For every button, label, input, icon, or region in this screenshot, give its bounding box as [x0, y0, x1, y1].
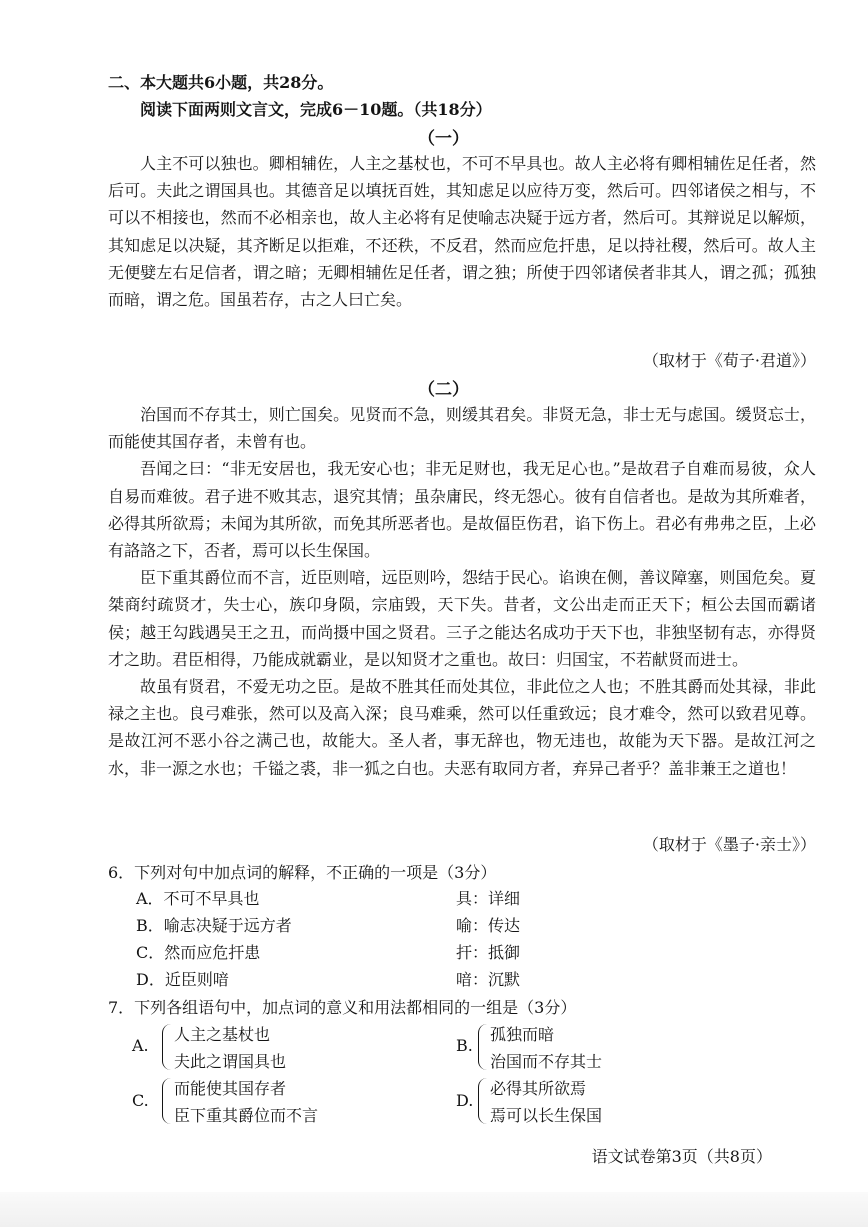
passage-1-title: （一）	[418, 129, 469, 149]
section-instruction: 阅读下面两则文言文，完成6－10题。（共18分）	[140, 100, 492, 119]
q6-option-d-meaning: 喑：沉默	[456, 970, 521, 989]
scan-edge	[0, 1192, 868, 1227]
q7-option-b-brace	[478, 1024, 487, 1070]
q7-option-d-letter: D.	[456, 1091, 474, 1110]
q7-option-b-line-2: 治国而不存其士	[490, 1052, 603, 1071]
q7-option-a-line-1: 人主之基杖也	[174, 1025, 271, 1044]
q6-option-b-meaning: 喻：传达	[456, 916, 521, 935]
passage-2-paragraph-2: 吾闻之曰：“非无安居也，我无安心也；非无足财也，我无足心也。”是故君子自难而易彼，众人自易而难彼。君子进不败其志，退究其情；虽杂庸民，终无怨心。彼有自信者也。是故为其所难者，必得其所欲焉；未闻为其所欲，而免其所恶者也。是故偪臣伤君，谄下伤上。君必有弗弗之臣，上必有詻詻之下，否者，焉可以长生保国。	[108, 459, 816, 561]
q6-option-c-meaning: 扞：抵御	[456, 943, 521, 962]
q7-option-d-line-1: 必得其所欲焉	[490, 1079, 587, 1098]
passage-2-source: （取材于《墨子·亲士》）	[642, 835, 816, 854]
question-6-stem: 6．下列对句中加点词的解释，不正确的一项是（3分）	[108, 863, 497, 882]
q7-option-a-letter: A.	[132, 1036, 149, 1055]
q6-option-c: C．然而应危扞患	[136, 943, 261, 962]
q7-option-c-brace	[162, 1078, 171, 1124]
q7-option-d-brace	[478, 1078, 487, 1124]
q7-option-a-line-2: 夫此之谓国具也	[174, 1052, 287, 1071]
passage-2-paragraph-4: 故虽有贤君，不爱无功之臣。是故不胜其任而处其位，非此位之人也；不胜其爵而处其禄，非此禄之主也。良弓难张，然可以及高入深；良马难乘，然可以任重致远；良才难令，然可以致君见尊。是故江河不恶小谷之满己也，故能大。圣人者，事无辞也，物无违也，故能为天下器。是故江河之水，非一源之水也；千镒之裘，非一狐之白也。夫恶有取同方者，弃异己者乎？盖非兼王之道也！	[108, 677, 816, 778]
q7-option-c-letter: C.	[132, 1091, 149, 1110]
passage-2-title: （二）	[418, 380, 469, 400]
q6-option-a-meaning: 具：详细	[456, 889, 521, 908]
question-7-stem: 7．下列各组语句中，加点词的意义和用法都相同的一组是（3分）	[108, 998, 577, 1017]
q7-option-c-line-2: 臣下重其爵位而不言	[174, 1106, 319, 1125]
passage-1-source: （取材于《荀子·君道》）	[642, 351, 816, 370]
q6-option-a: A．不可不早具也	[136, 889, 260, 908]
q7-option-a-brace	[162, 1024, 171, 1070]
passage-2-paragraph-1: 治国而不存其士，则亡国矣。见贤而不急，则缓其君矣。非贤无急，非士无与虑国。缓贤忘士，而能使其国存者，未曾有也。	[108, 405, 816, 452]
passage-2-paragraph-3: 臣下重其爵位而不言，近臣则喑，远臣则吟，怨结于民心。谄谀在侧，善议障塞，则国危矣。夏桀商纣疏贤才，失士心，族卬身陨，宗庙毁，天下失。昔者，文公出走而正天下；桓公去国而霸诸侯；越王勾践遇吴王之丑，而尚摄中国之贤君。三子之能达名成功于天下也，非独坚韧有志，亦得贤才之助。君臣相得，乃能成就霸业，是以知贤才之重也。故曰：归国宝，不若献贤而进士。	[108, 568, 816, 669]
passage-2-body	[108, 401, 816, 782]
q7-option-b-letter: B.	[456, 1036, 473, 1055]
passage-1-body	[108, 150, 816, 313]
q7-option-c-line-1: 而能使其国存者	[174, 1079, 287, 1098]
q6-option-d: D．近臣则喑	[136, 970, 229, 989]
passage-1-paragraph: 人主不可以独也。卿相辅佐，人主之基杖也，不可不早具也。故人主必将有卿相辅佐足任者，然后可。夫此之谓国具也。其德音足以填抚百姓，其知虑足以应待万变，然后可。四邻诸侯之相与，不可以不相接也，然而不必相亲也，故人主必将有足使喻志决疑于远方者，然后可。其辩说足以解烦，其知虑足以决疑，其齐断足以拒难，不还秩，不反君，然而应危扞患，足以持社稷，然后可。故人主无便嬖左右足信者，谓之暗；无卿相辅佐足任者，谓之独；所使于四邻诸侯者非其人，谓之孤；孤独而暗，谓之危。国虽若存，古之人曰亡矣。	[108, 154, 816, 310]
page-footer: 语文试卷第3页（共8页）	[591, 1147, 772, 1166]
q6-option-b: B．喻志决疑于远方者	[136, 916, 292, 935]
q7-option-b-line-1: 孤独而暗	[490, 1025, 555, 1044]
q7-option-d-line-2: 焉可以长生保国	[490, 1106, 603, 1125]
section-heading: 二、本大题共6小题，共28分。	[108, 73, 334, 92]
